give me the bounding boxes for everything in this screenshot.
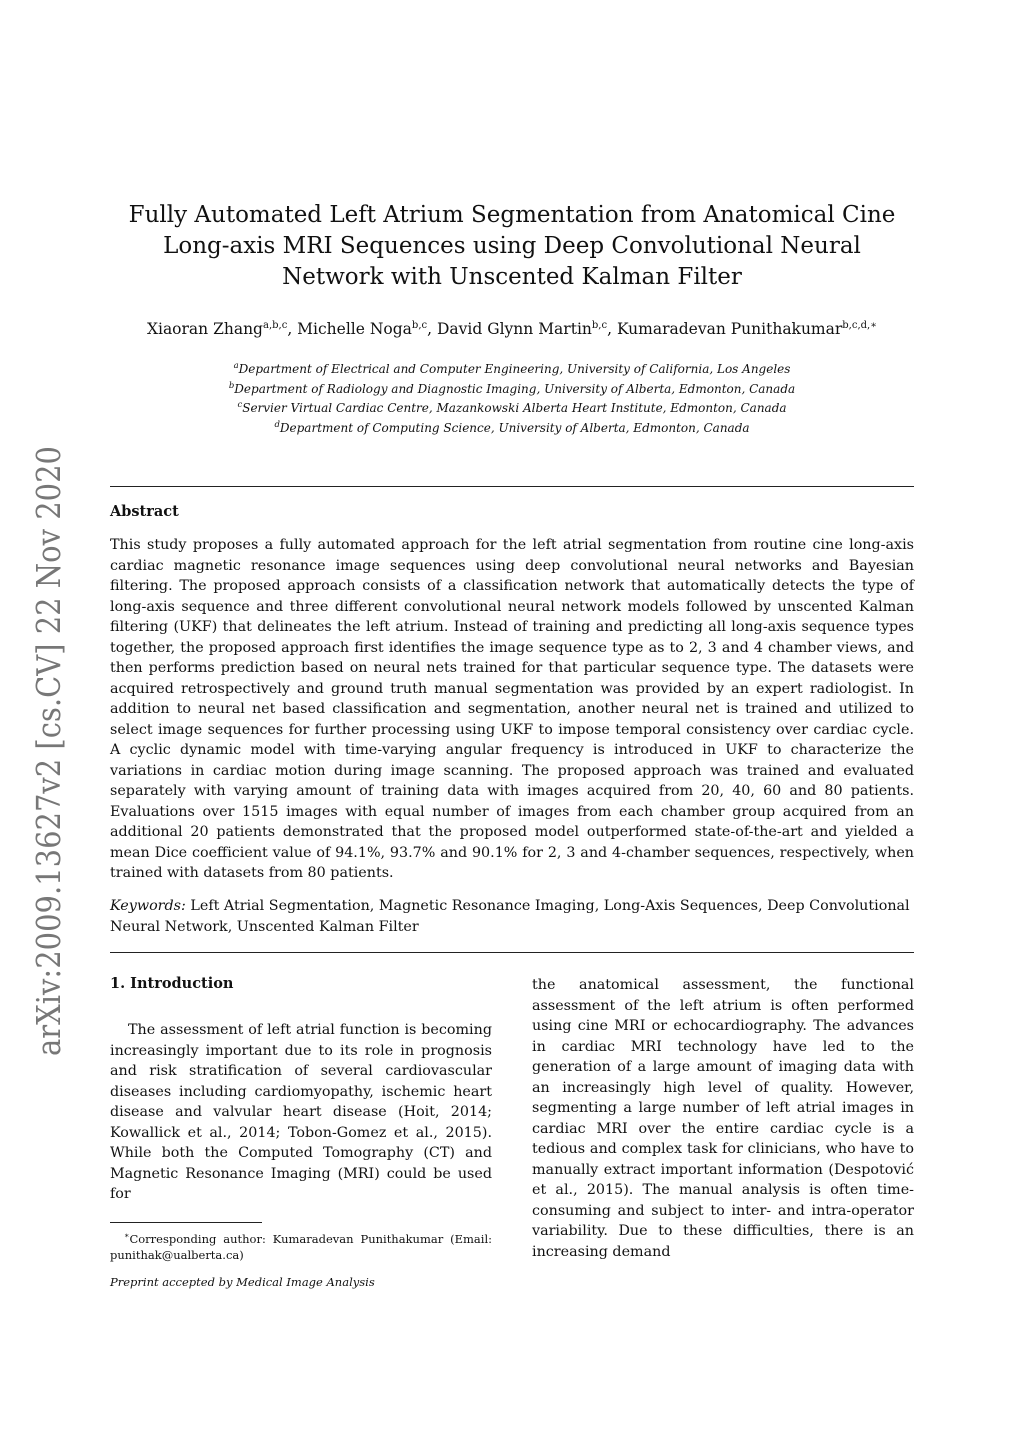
- abstract-top-rule: [110, 486, 914, 487]
- abstract-heading: Abstract: [110, 503, 179, 520]
- abstract-bottom-rule: [110, 952, 914, 953]
- keywords-text: Left Atrial Segmentation, Magnetic Resonance Imaging, Long-Axis Sequences, Deep Convolutional Neural Network, Unscented Kalman Filter: [110, 898, 910, 935]
- arxiv-identifier: arXiv:2009.13627v2 [cs.CV] 22 Nov 2020: [29, 361, 68, 1056]
- footnote-rule: [110, 1222, 262, 1223]
- intro-right-column: the anatomical assessment, the functional assessment of the left atrium is often performed using cine MRI or echocardiography. The advances in cardiac MRI technology have led to the generation of a large amount of imaging data with an increasingly high level of quality. However, segmenting a large number of left atrial images in cardiac MRI over the entire cardiac cycle is a tedious and complex task for clinicians, who have to manually extract important information (Despotović et al., 2015). The manual analysis is often time-consuming and subject to inter- and intra-operator variability. Due to these difficulties, there is an increasing demand: [532, 977, 914, 1260]
- abstract-text: This study proposes a fully automated approach for the left atrial segmentation from routine cine long-axis cardiac magnetic resonance image sequences using deep convolutional neural networks and Bayesian filtering. The proposed approach consists of a classification network that automatically detects the type of long-axis sequence and three different convolutional neural network models followed by unscented Kalman filtering (UKF) that delineates the left atrium. Instead of training and predicting all long-axis sequence types together, the proposed approach first identifies the image sequence type as to 2, 3 and 4 chamber views, and then performs prediction based on neural nets trained for that particular sequence type. The datasets were acquired retrospectively and ground truth manual segmentation was provided by an expert radiologist. In addition to neural net based classification and segmentation, another neural net is trained and utilized to select image sequences for further processing using UKF to impose temporal consistency over cardiac cycle. A cyclic dynamic model with time-varying angular frequency is introduced in UKF to characterize the variations in cardiac motion during image scanning. The proposed approach was trained and evaluated separately with varying amount of training data with images acquired from 20, 40, 60 and 80 patients. Evaluations over 1515 images with equal number of images from each chamber group acquired from an additional 20 patients demonstrated that the proposed model outperformed state-of-the-art and yielded a mean Dice coefficient value of 94.1%, 93.7% and 90.1% for 2, 3 and 4-chamber sequences, respectively, when trained with datasets from 80 patients.: [110, 537, 914, 881]
- author: David Glynn Martin$^{b,c}$: [436, 320, 608, 339]
- preprint-note: Preprint accepted by Medical Image Analysis: [110, 1275, 375, 1289]
- arxiv-side-stamp: [22, 361, 70, 1056]
- affiliation: $^b$Department of Radiology and Diagnostic Imaging, University of Alberta, Edmonton, Canada: [228, 380, 796, 396]
- paper-title: Fully Automated Left Atrium Segmentation from Anatomical Cine Long-axis MRI Sequences using Deep Convolutional Neural Network with Unscented Kalman Filter: [128, 202, 896, 290]
- keywords: [110, 896, 914, 937]
- intro-left-column: The assessment of left atrial function is becoming increasingly important due to its role in prognosis and risk stratification of several cardiovascular diseases including cardiomyopathy, ischemic heart disease and valvular heart disease (Hoit, 2014; Kowallick et al., 2014; Tobon-Gomez et al., 2015). While both the Computed Tomography (CT) and Magnetic Resonance Imaging (MRI) could be used for: [110, 1022, 492, 1202]
- keywords-label: Keywords:: [110, 898, 186, 914]
- author: Xiaoran Zhang$^{a,b,c}$: [146, 320, 288, 339]
- affiliation: $^a$Department of Electrical and Computer Engineering, University of California, Los Angeles: [233, 361, 791, 376]
- author: Kumaradevan Punithakumar$^{b,c,d,∗}$: [616, 320, 878, 339]
- affiliation: $^c$Servier Virtual Cardiac Centre, Mazankowski Alberta Heart Institute, Edmonton, Canada: [237, 400, 787, 416]
- section-heading-introduction: 1. Introduction: [110, 975, 234, 992]
- corresponding-author-footnote: ∗Corresponding author: Kumaradevan Punithakumar (Email: punithak@ualberta.ca): [110, 1231, 492, 1262]
- affiliation: $^d$Department of Computing Science, University of Alberta, Edmonton, Canada: [274, 419, 750, 435]
- author-list: Xiaoran Zhang$^{a,b,c}$, Michelle Noga$^{b,c}$, David Glynn Martin$^{b,c}$, Kumaradevan Punithakumar$^{b,c,d,∗}$: [146, 320, 878, 339]
- affiliation-list: [110, 358, 914, 436]
- author: Michelle Noga$^{b,c}$: [297, 320, 428, 339]
